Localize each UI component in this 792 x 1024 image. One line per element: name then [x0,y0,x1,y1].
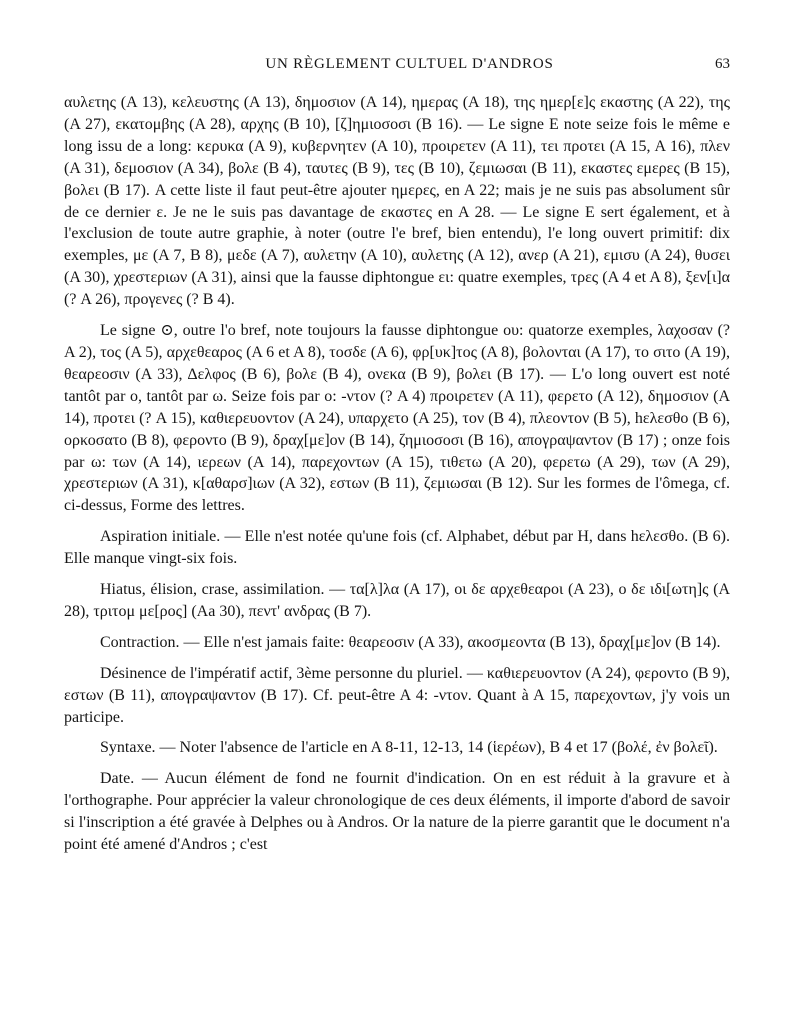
paragraph-hiatus: Hiatus, élision, crase, assimilation. — τα[λ]λα (A 17), οι δε αρχεθεαροι (A 23), ο δε ιδι[ωτη]ς (A 28), τριτομ με[ρος] (Aa 30), πεντ' ανδρας (B 7). [64,581,730,620]
page-number: 63 [715,56,730,72]
paragraph-syntax: Syntaxe. — Noter l'absence de l'article en A 8-11, 12-13, 14 (ἱερέων), B 4 et 17 (βολέ, ἐν βολεῖ). [100,739,718,757]
paragraph-vowel-notation: αυλετης (A 13), κελευστης (A 13), δημοσιον (A 14), ημερας (A 18), της ημερ[ε]ς εκαστης (A 22), της (A 27), εκατομβης (A 28), αρχης (B 10), [ζ]ημιοσοσι (B 16). — Le signe E note seize fois le même e long issu de a long: κερυκα (A 9), κυβερνητεν (A 10), προιρετεν (A 11), τει προτει (A 15, A 16), πλεν (A 31), δεμοσιον (A 34), βολε (B 4), ταυτες (B 9), τες (B 10), ζεμιωσαι (B 11), εκαστες εμερες (B 15), βολει (B 17). A cette liste il faut peut-être ajouter ημερες, en A 22; mais je ne suis pas absolument sûr de ce dernier ε. Je ne le suis pas davantage de εκαστες en A 28. — Le signe E sert également, et à l'exclusion de toute autre graphie, à noter (outre l'e bref, bien entendu), l'e long ouvert primitif: dix exemples, με (A 7, B 8), μεδε (A 7), αυλετην (A 10), αυλετης (A 12), ανερ (A 21), εμισυ (A 24), θυσει (A 30), χρεστεριων (A 31), ainsi que la fausse diphtongue ει: quatre exemples, τρες (A 4 et A 8), ξεν[ι]α (? A 26), προγενες (? B 4). [64,94,730,309]
paragraph-omicron-sign: Le signe ⊙, outre l'o bref, note toujours la fausse diphtongue ου: quatorze exemples, λαχοσαν (? A 2), τος (A 5), αρχεθεαρος (A 6 et A 8), τοσδε (A 6), φρ[υκ]τος (A 8), βολονται (A 17), το σιτο (A 19), θεαρεοσιν (A 33), Δελφος (B 6), βολε (B 4), ονεκα (B 9), βολει (B 17). — L'o long ouvert est noté tantôt par ο, tantôt par ω. Seize fois par ο: -ντον (? A 4) προιρετεν (A 11), φερετο (A 12), δημοσιον (A 14), προτει (? A 15), καθιερευοντον (A 24), υπαρχετο (A 25), τον (B 4), πλεοντον (B 5), hελεσθο (B 6), ορκοσατο (B 8), φεροντο (B 9), δραχ[με]ον (B 14), ζημιοσοσι (B 16), απογραψαντον (B 17) ; onze fois par ω: των (A 14), ιερεων (A 14), παρεχοντων (A 15), τιθετω (A 20), φερετω (A 29), των (A 29), χρεστεριων (A 31), κ[αθαρσ]ιων (A 32), εστων (B 11), ζεμιωσαι (B 12). Sur les formes de l'ômega, cf. ci-dessus, Forme des lettres. [64,322,730,515]
page [64,56,730,1016]
paragraph-date: Date. — Aucun élément de fond ne fournit d'indication. On en est réduit à la gravure et à l'orthographe. Pour apprécier la valeur chronologique de ces deux éléments, il importe d'abord de savoir si l'inscription a été gravée à Delphes ou à Andros. Or la nature de la pierre garantit que le document n'a point été amené d'Andros ; c'est [64,770,730,854]
paragraph-contraction: Contraction. — Elle n'est jamais faite: θεαρεοσιν (A 33), ακοσμεοντα (B 13), δραχ[με]ον (B 14). [100,633,721,651]
running-header [64,56,730,78]
paragraph-aspiration: Aspiration initiale. — Elle n'est notée qu'une fois (cf. Alphabet, début par H, dans hελεσθο. (B 6). Elle manque vingt-six fois. [64,528,730,568]
paragraph-imperative: Désinence de l'impératif actif, 3ème personne du pluriel. — καθιερευοντον (A 24), φεροντο (B 9), εστων (B 11), απογραψαντον (B 17). Cf. peut-être A 4: -ντον. Quant à A 15, παρεχοντων, j'y vois un participe. [64,664,730,726]
body-text [64,92,730,856]
running-title: UN RÈGLEMENT CULTUEL D'ANDROS [265,56,554,72]
